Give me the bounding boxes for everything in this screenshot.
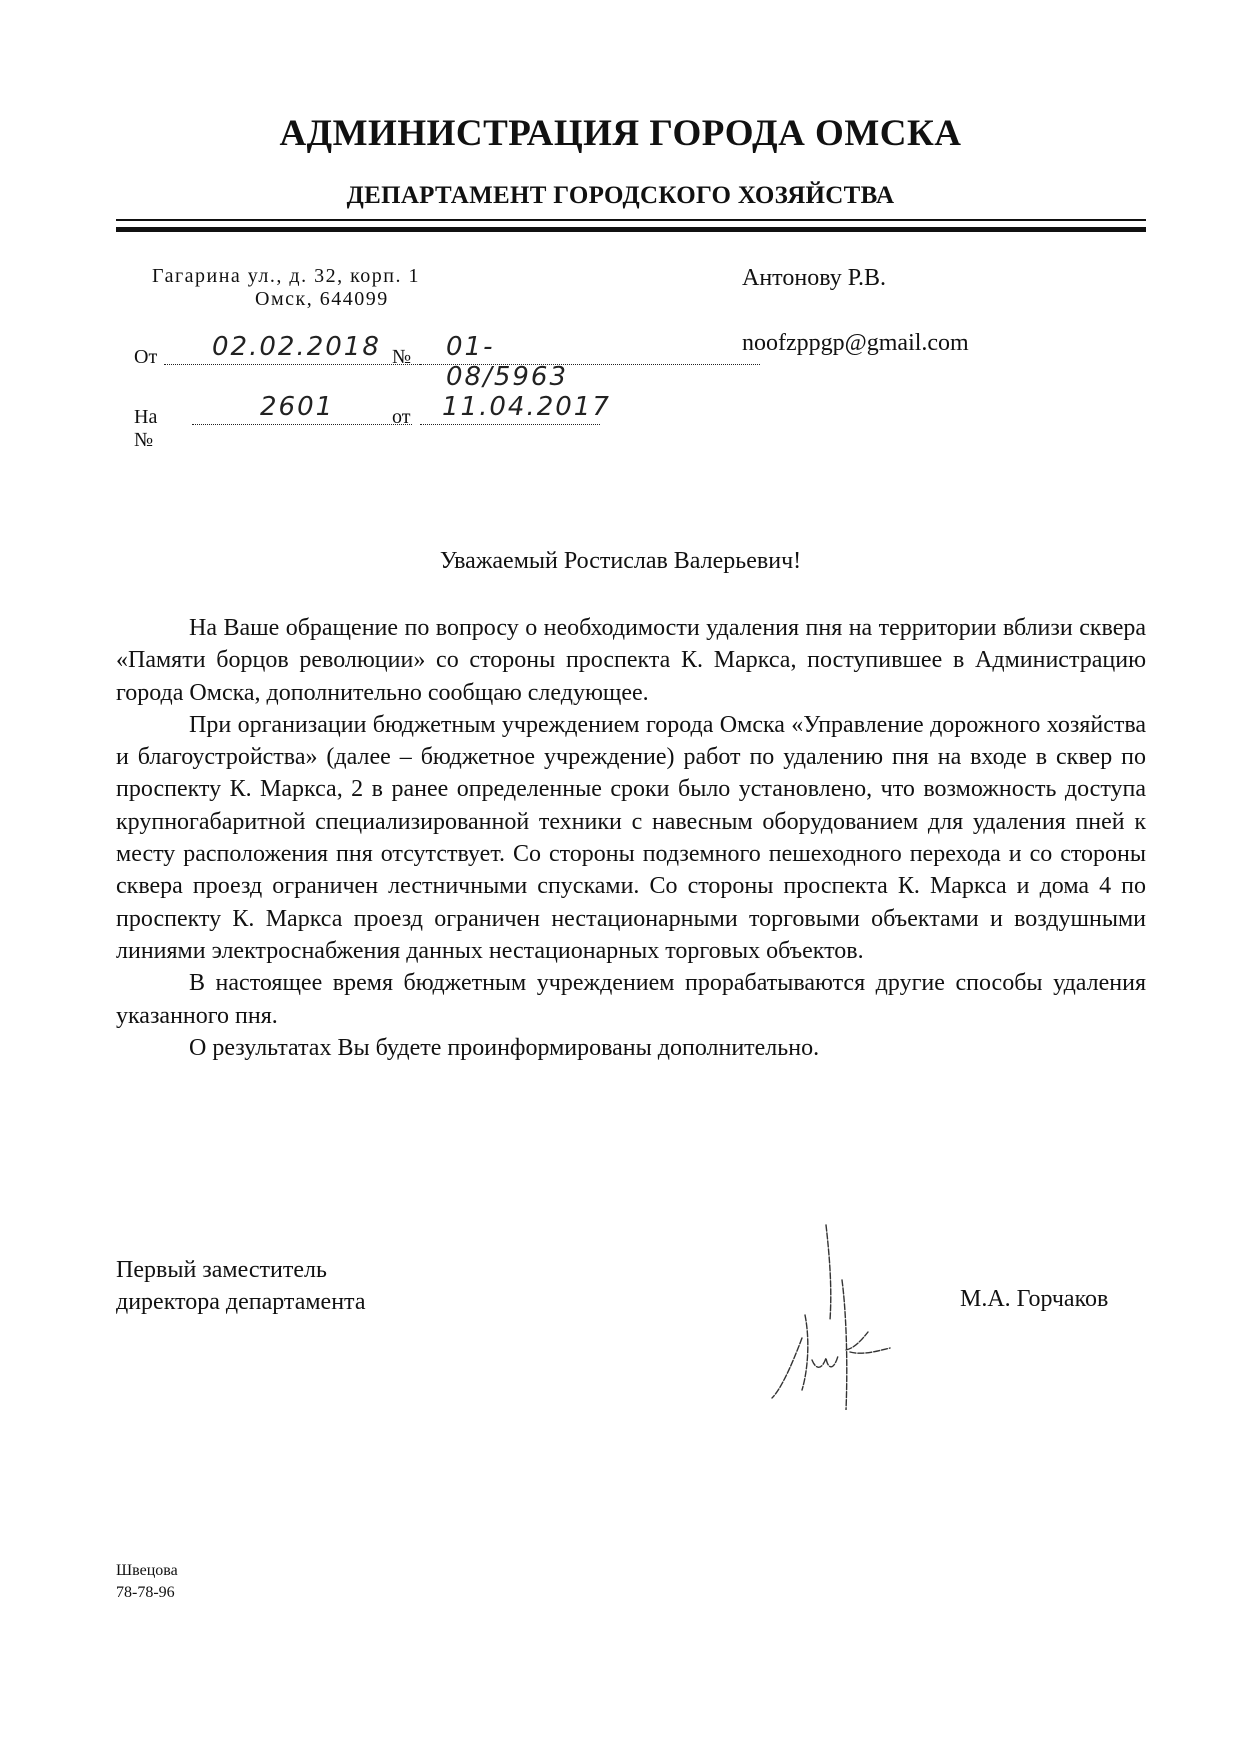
body-paragraph: На Ваше обращение по вопросу о необходимости удаления пня на территории вблизи сквера «Памяти борцов революции» со стороны проспекта К. Маркса, поступившее в Администрацию города Омска, дополнительно сообщаю следующее. (116, 615, 1146, 706)
recipient-email: noofzppgp@gmail.com (742, 330, 969, 356)
letter-body (116, 612, 1146, 1064)
body-paragraph: В настоящее время бюджетным учреждением прорабатываются другие способы удаления указанного пня. (116, 970, 1146, 1029)
sender-address (152, 265, 532, 311)
salutation: Уважаемый Ростислав Валерьевич! (439, 548, 802, 574)
executor-phone: 78-78-96 (116, 1584, 175, 1601)
reply-number-label: На № (134, 406, 158, 451)
department-title: ДЕПАРТАМЕНТ ГОРОДСКОГО ХОЗЯЙСТВА (346, 182, 895, 209)
address-line-1: Гагарина ул., д. 32, корп. 1 (152, 265, 420, 287)
organization-title: АДМИНИСТРАЦИЯ ГОРОДА ОМСКА (279, 113, 962, 154)
executor-info (116, 1560, 178, 1604)
address-line-2: Омск, 644099 (255, 288, 389, 310)
reply-date: 11.04.2017 (442, 392, 611, 422)
signatory-role (116, 1254, 365, 1318)
header-rule-thin (116, 219, 1146, 221)
recipient-name: Антонову Р.В. (742, 265, 887, 291)
reply-from-label: от (392, 406, 411, 428)
from-label: От (134, 346, 158, 368)
header-rule-thick (116, 227, 1146, 232)
body-paragraph: О результатах Вы будете проинформированы дополнительно. (189, 1034, 820, 1061)
executor-name: Швецова (116, 1562, 178, 1579)
outgoing-number: 01-08/5963 (446, 332, 569, 392)
signatory-role-line-1: Первый заместитель (116, 1257, 327, 1283)
from-date: 02.02.2018 (212, 332, 381, 362)
handwritten-signature (750, 1220, 900, 1410)
signer-name: М.А. Горчаков (960, 1286, 1109, 1312)
reply-date-line (420, 424, 600, 425)
reply-number-line (192, 424, 412, 425)
reply-number: 2601 (260, 392, 335, 422)
body-paragraph: При организации бюджетным учреждением города Омска «Управление дорожного хозяйства и благоустройства» (далее – бюджетное учреждение) работ по удалению пня на входе в сквер по проспекту К. Маркса, 2 в ранее определенные сроки было установлено, что возможность доступа крупногабаритной специализированной техники с навесным оборудованием для удаления пней к месту расположения пня отсутствует. Со стороны подземного пешеходного перехода и со стороны сквера проезд ограничен лестничными спусками. Со стороны проспекта К. Маркса и дома 4 по проспекту К. Маркса проезд ограничен нестационарными торговыми объектами и воздушными линиями электроснабжения данных нестационарных торговых объектов. (116, 711, 1146, 964)
number-label: № (392, 346, 412, 368)
signatory-role-line-2: директора департамента (116, 1289, 366, 1315)
